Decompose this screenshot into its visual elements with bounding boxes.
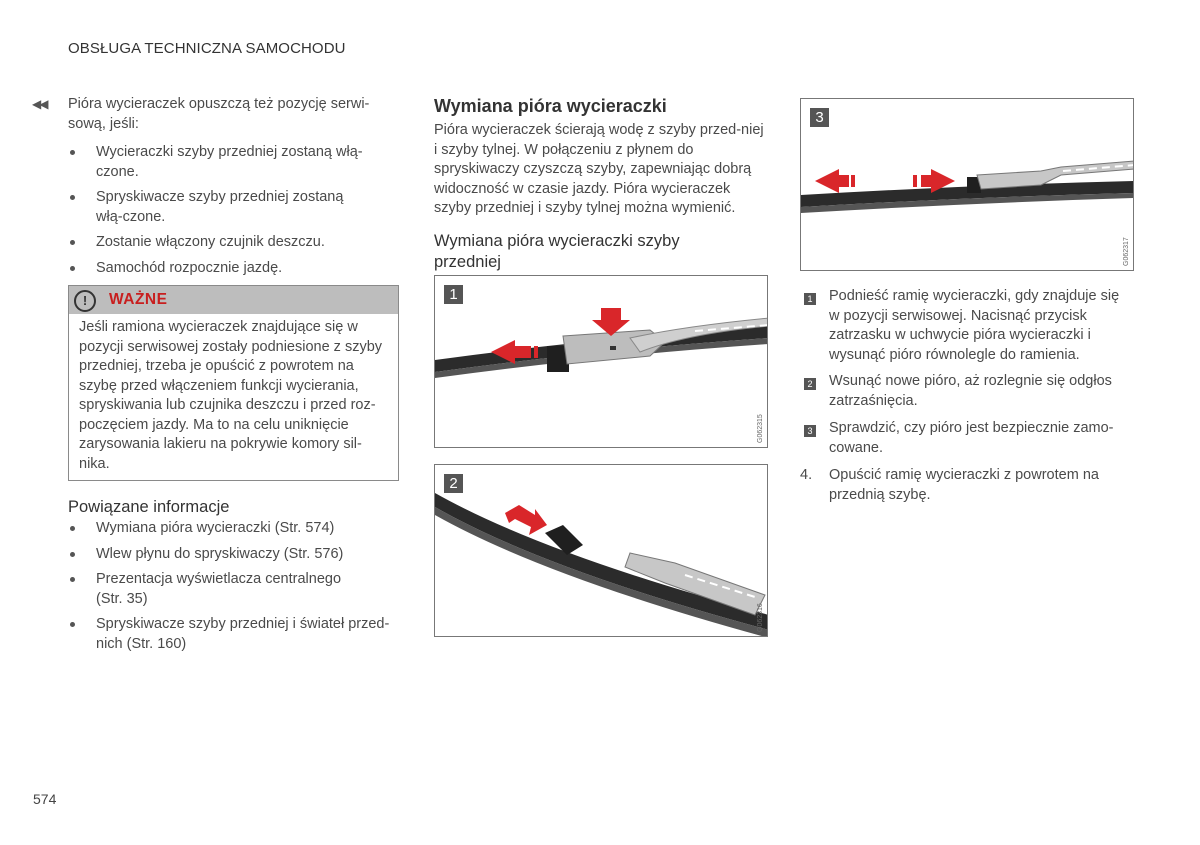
related-link[interactable]: Wymiana pióra wycieraczki (Str. 574): [68, 519, 398, 539]
related-link[interactable]: Prezentacja wyświetlacza centralnego (Str. 35): [68, 570, 366, 609]
related-link[interactable]: Spryskiwacze szyby przedniej i świateł przed-nich (Str. 160): [68, 615, 398, 654]
list-item: Samochód rozpocznie jazdę.: [68, 259, 388, 279]
warning-title: WAŻNE: [109, 291, 168, 308]
figure-3: [800, 98, 1134, 271]
step-text: Sprawdzić, czy pióro jest bezpiecznie zamo-cowane.: [829, 420, 1114, 456]
arrow-left-icon: [815, 169, 849, 193]
figure-2: [434, 464, 768, 637]
page-number: 574: [33, 791, 57, 807]
wiper-illustration-1: [435, 276, 768, 448]
step-text: Wsunąć nowe pióro, aż rozlegnie się odgłos zatrzaśnięcia.: [829, 373, 1112, 409]
figure-number: 2: [444, 474, 463, 493]
warning-body: Jeśli ramiona wycieraczek znajdujące się w pozycji serwisowej zostały podniesione z szyby przedniej, trzeba je opuścić z powrotem na szybę przed włączeniem funkcji wycierania, spryskiwania lub czujnika deszczu i przed roz-poczęciem jazdy. Ma to na celu uniknięcie zarysowania lakieru na pokrywie komory sil-nika.: [79, 319, 383, 472]
list-item: Wycieraczki szyby przedniej zostaną włą-czone.: [68, 143, 366, 182]
figure-code: G062316: [757, 603, 764, 632]
related-title: Powiązane informacje: [68, 498, 230, 516]
step-badge: 3: [804, 425, 816, 437]
step-1: [800, 287, 1120, 365]
step-badge: 1: [804, 293, 816, 305]
subsection-title: Wymiana pióra wycieraczki szyby przedniej: [434, 232, 680, 271]
list-item: Spryskiwacze szyby przedniej zostaną włą-czone.: [68, 188, 366, 227]
step-3: [800, 419, 1120, 458]
step-badge: 2: [804, 378, 816, 390]
page-header: OBSŁUGA TECHNICZNA SAMOCHODU: [68, 40, 346, 57]
figure-code: G062315: [757, 414, 764, 443]
list-item: Zostanie włączony czujnik deszczu.: [68, 233, 388, 253]
warning-header: [69, 286, 398, 314]
section-body: Pióra wycieraczek ścierają wodę z szyby przed-niej i szyby tylnej. W połączeniu z płynem do spryskiwaczy czyszczą szyby, zapewniając dobrą widoczność w czasie jazdy. Pióra wycieraczek szyby przedniej i szyby tylnej można wymienić.: [434, 122, 764, 216]
step-4: [800, 466, 1120, 505]
related-list: [68, 519, 398, 660]
warning-box: [68, 285, 399, 481]
section-title: Wymiana pióra wycieraczki: [434, 96, 667, 116]
step-text: Opuścić ramię wycieraczki z powrotem na przednią szybę.: [829, 467, 1099, 503]
intro-text: Pióra wycieraczek opuszczą też pozycję serwi-sową, jeśli:: [68, 96, 370, 132]
figure-number: 3: [810, 108, 829, 127]
figure-code: G062317: [1123, 237, 1130, 266]
related-link[interactable]: Wlew płynu do spryskiwaczy (Str. 576): [68, 545, 398, 565]
step-text: Podnieść ramię wycieraczki, gdy znajduje się w pozycji serwisowej. Nacisnąć przycisk zatrzasku w uchwycie pióra wycieraczki i wysunąć pióro równolegle do ramienia.: [829, 288, 1120, 363]
wiper-illustration-2: [435, 465, 768, 637]
conditions-list: [68, 143, 388, 284]
exclamation-icon: !: [74, 290, 96, 312]
continued-icon: ◀◀: [32, 97, 47, 111]
figure-1: [434, 275, 768, 448]
figure-number: 1: [444, 285, 463, 304]
step-2: [800, 372, 1120, 411]
wiper-illustration-3: [801, 99, 1134, 271]
step-number: 4.: [800, 467, 813, 483]
